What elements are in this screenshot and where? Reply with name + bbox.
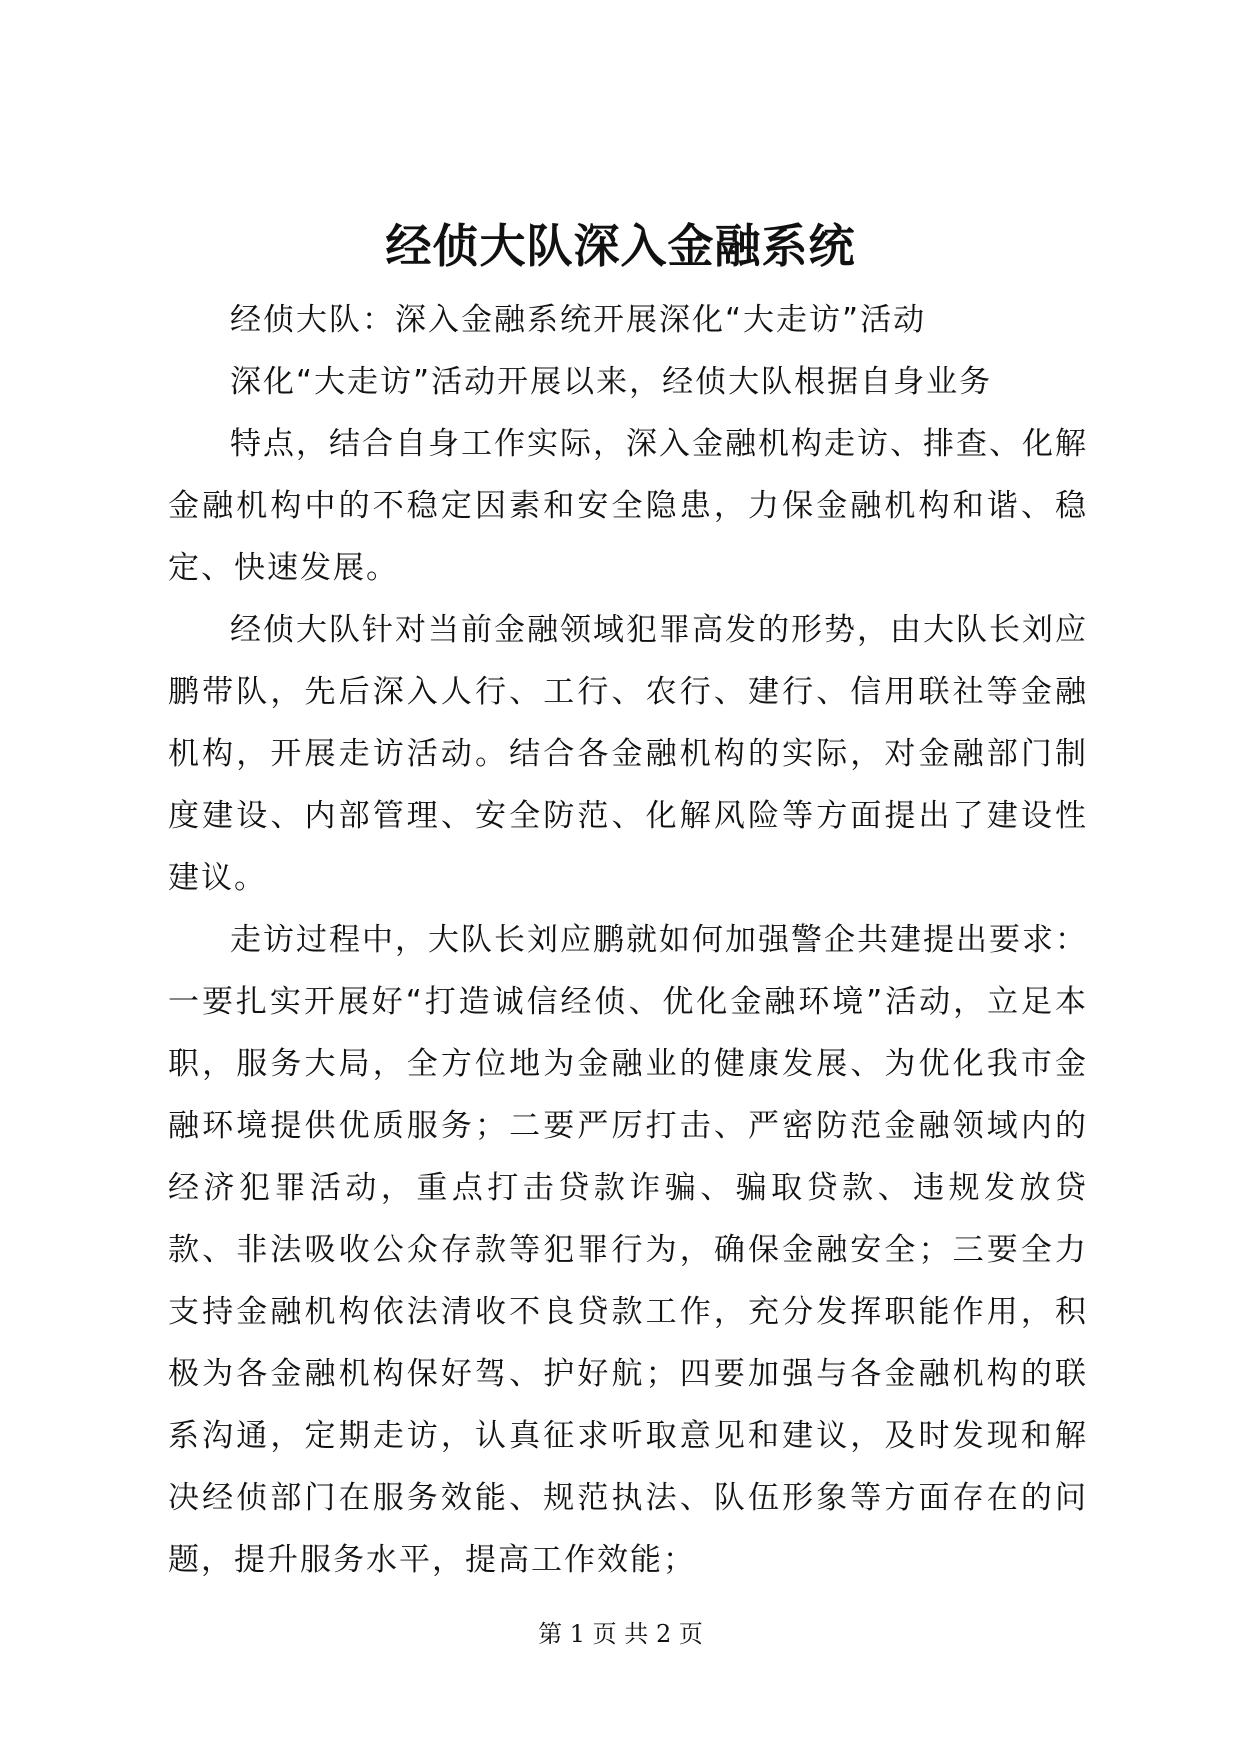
document-title: 经侦大队深入金融系统 xyxy=(385,219,856,273)
paragraph-intro: 特点，结合自身工作实际，深入金融机构走访、排查、化解金融机构中的不稳定因素和安全隐患，力保金融机构和谐、稳定、快速发展。 xyxy=(168,426,1088,586)
paragraph-intro-line: 深化“大走访”活动开展以来，经侦大队根据自身业务 xyxy=(230,364,993,400)
paragraph-requirements: 走访过程中，大队长刘应鹏就如何加强警企共建提出要求：一要扎实开展好“打造诚信经侦、优化金融环境”活动，立足本职，服务大局，全方位地为金融业的健康发展、为优化我市金融环境提供优质服务；二要严厉打击、严密防范金融领域内的经济犯罪活动，重点打击贷款诈骗、骗取贷款、违规发放贷款、非法吸收公众存款等犯罪行为，确保金融安全；三要全力支持金融机构依法清收不良贷款工作，充分发挥职能作用，积极为各金融机构保好驾、护好航；四要加强与各金融机构的联系沟通，定期走访，认真征求听取意见和建议，及时发现和解决经侦部门在服务效能、规范执法、队伍形象等方面存在的问题，提升服务水平，提高工作效能； xyxy=(168,922,1088,1578)
paragraph-subtitle: 经侦大队：深入金融系统开展深化“大走访”活动 xyxy=(230,302,927,338)
document-body xyxy=(168,289,1088,1591)
page-number: 第 1 页 共 2 页 xyxy=(538,1620,703,1648)
paragraph-visits: 经侦大队针对当前金融领域犯罪高发的形势，由大队长刘应鹏带队，先后深入人行、工行、农行、建行、信用联社等金融机构，开展走访活动。结合各金融机构的实际，对金融部门制度建设、内部管理、安全防范、化解风险等方面提出了建设性建议。 xyxy=(168,612,1088,896)
